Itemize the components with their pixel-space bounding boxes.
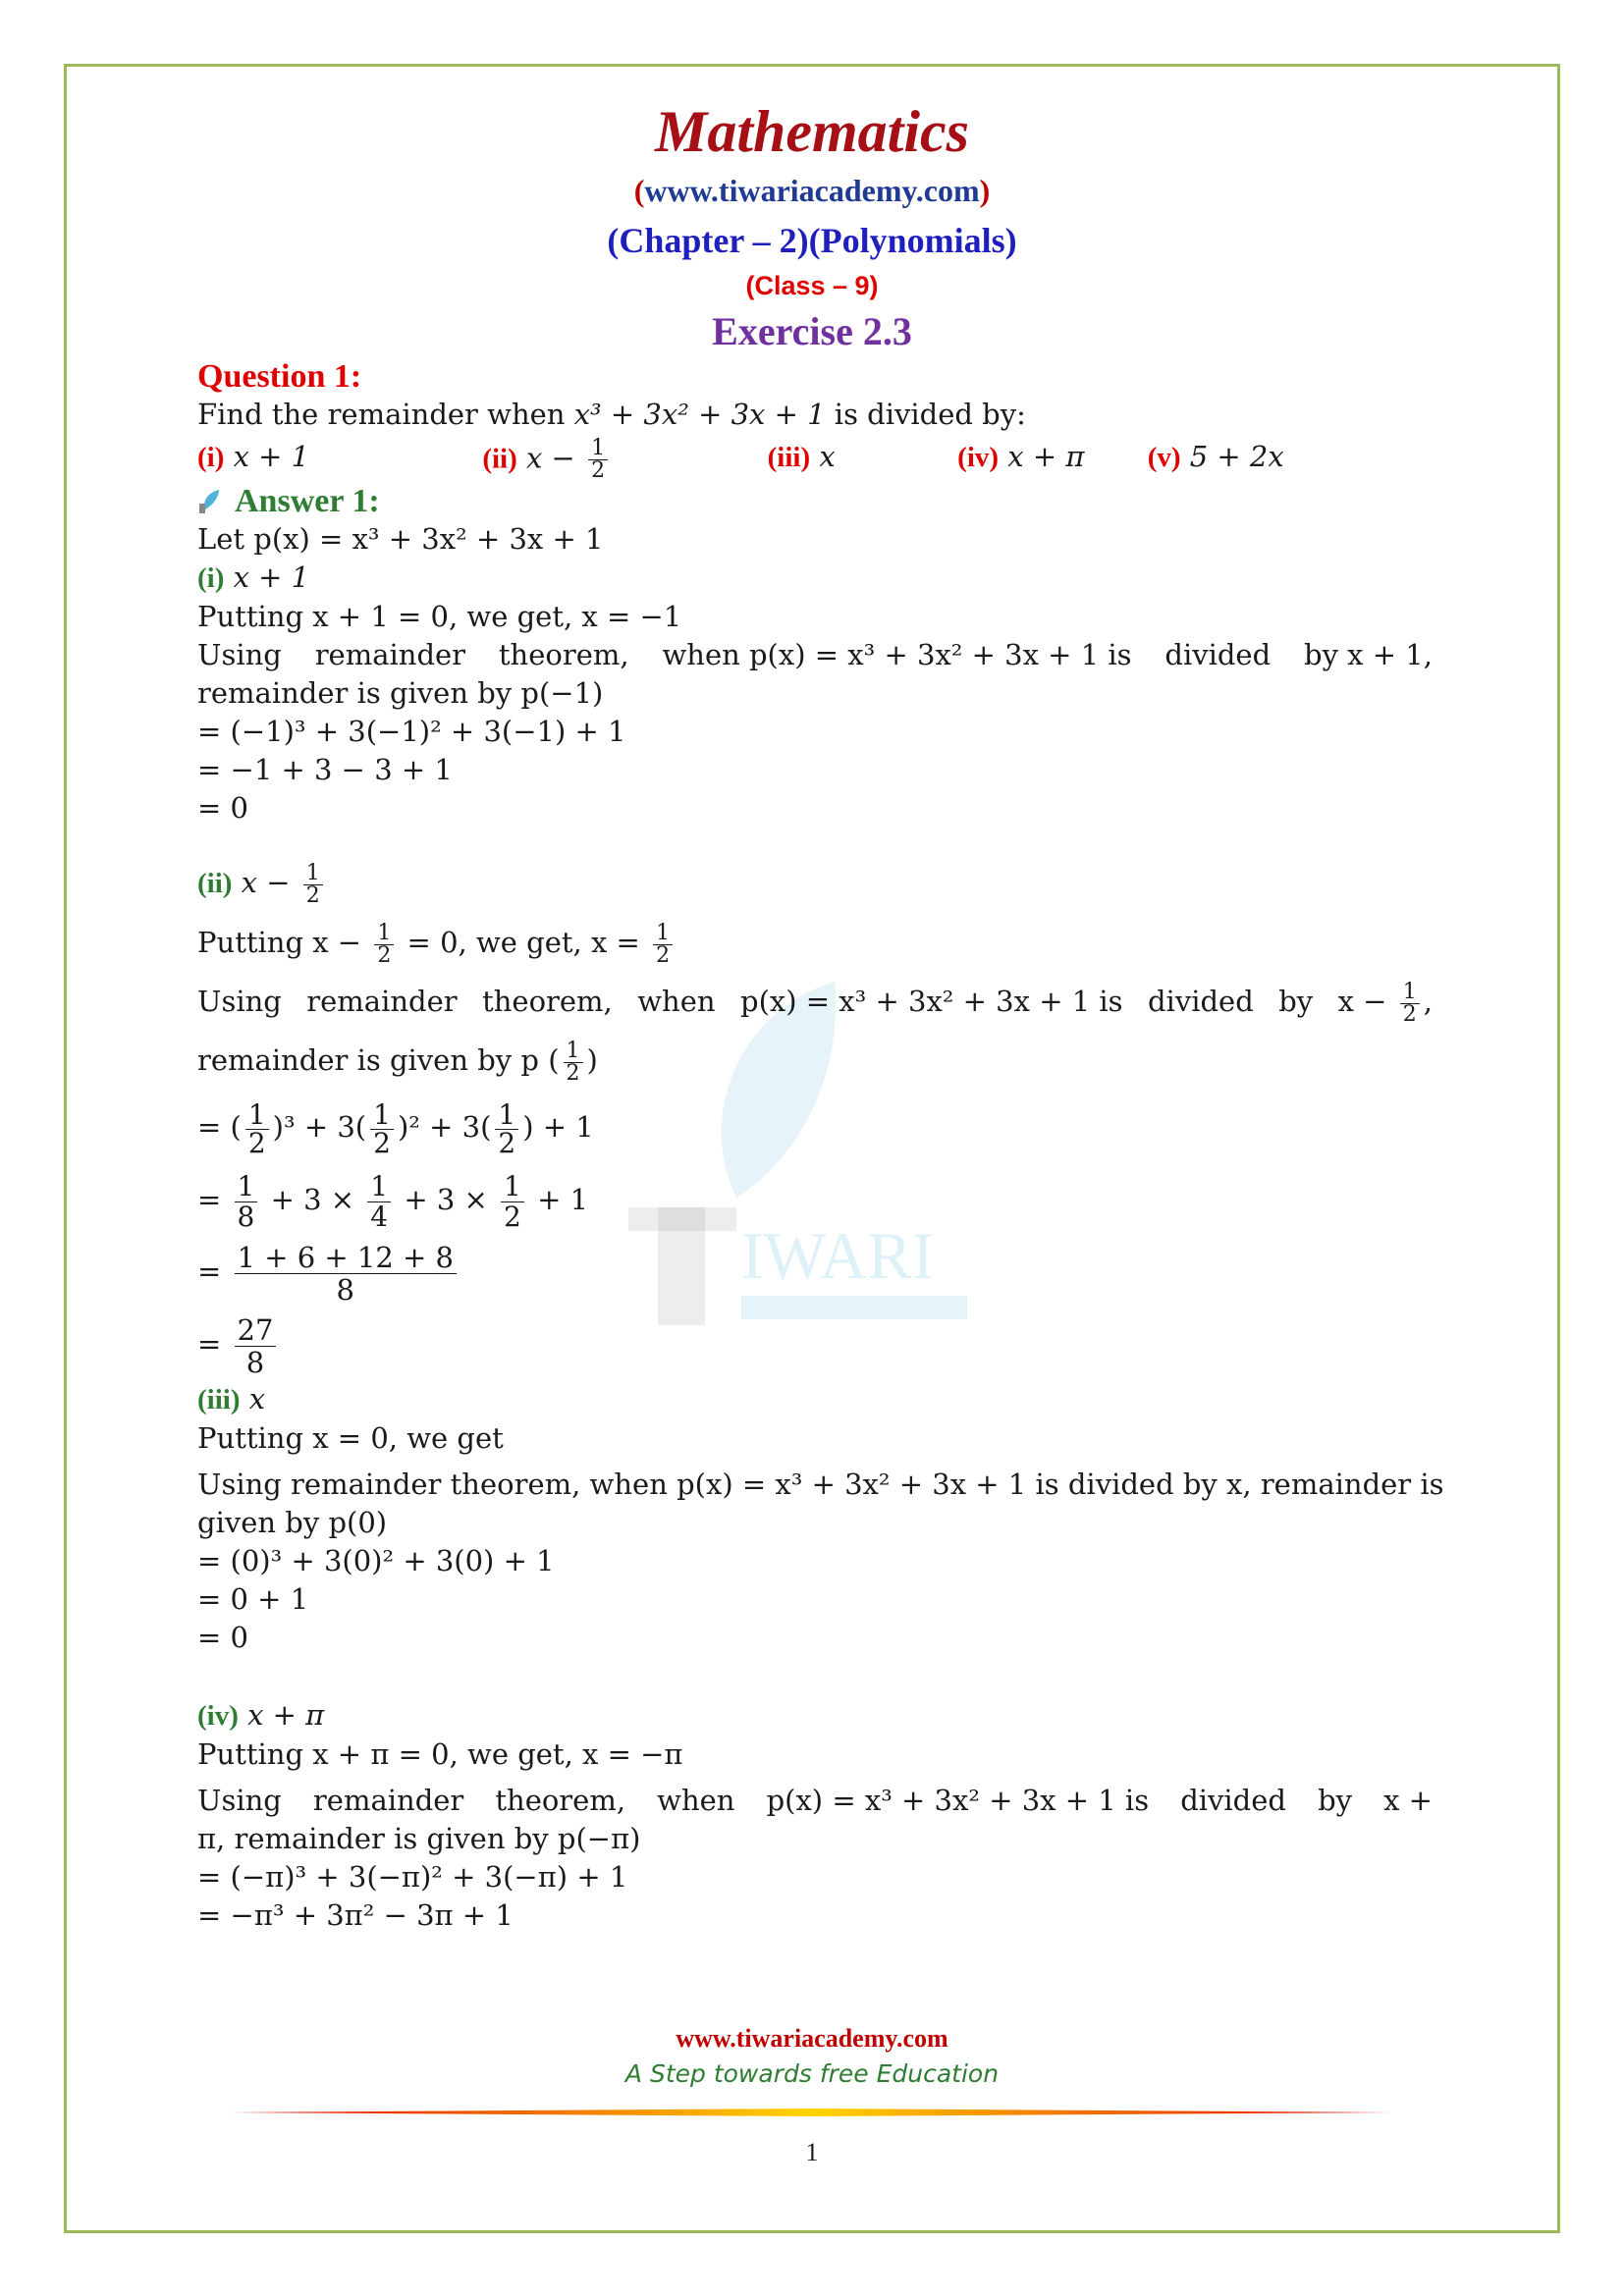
header-url: (www.tiwariacademy.com) — [633, 173, 991, 208]
part-ii-result: = $\frac{27}{8}$ — [197, 1308, 1433, 1380]
part-iii-remainder: given by p(0) — [197, 1506, 388, 1539]
let-definition: Let p(x) = x³ + 3x² + 3x + 1 — [197, 522, 604, 556]
exercise-heading: Exercise 2.3 — [712, 309, 912, 353]
option-v: (v) 5 + 2x — [1147, 440, 1284, 473]
part-ii-heading: (ii) x − $\frac{1}{2}$ — [197, 853, 1433, 913]
page-title: Mathematics — [654, 99, 969, 164]
part-ii-remainder: remainder is given by p ( $\frac{1}{2}$ ) — [197, 1038, 598, 1086]
option-iii: (iii) x — [767, 440, 836, 473]
part-iii-step: = 0 — [197, 1621, 248, 1654]
part-ii-putting: Putting x − $\frac{1}{2}$ = 0, we get, x = $\frac{1}{2}$ — [197, 913, 1433, 972]
main-content — [197, 353, 1444, 1935]
header-url-text: www.tiwariacademy.com — [644, 173, 980, 208]
part-i-remainder: remainder is given by p(−1) — [197, 676, 604, 710]
part-iv-step: = (−π)³ + 3(−π)² + 3(−π) + 1 — [197, 1860, 628, 1894]
footer-tagline: A Step towards free Education — [624, 2059, 1000, 2088]
part-i-step: = (−1)³ + 3(−1)² + 3(−1) + 1 — [197, 715, 626, 748]
part-iii-step: = (0)³ + 3(0)² + 3(0) + 1 — [197, 1544, 555, 1577]
page-number: 1 — [805, 2138, 819, 2166]
option-i: (i) x + 1 — [197, 440, 310, 473]
part-ii-step: = $\frac{1}{8}$ + 3 × $\frac{1}{4}$ + 3 × $\frac{1}{2}$ + 1 — [197, 1169, 589, 1233]
part-iv-remainder: π, remainder is given by p(−π) — [197, 1822, 641, 1855]
part-ii-step: = ( $\frac{1}{2}$ )³ + 3( $\frac{1}{2}$ )² + 3( $\frac{1}{2}$ ) + 1 — [197, 1097, 594, 1159]
question-heading: Question 1: — [197, 358, 362, 395]
part-iv-step: = −π³ + 3π² − 3π + 1 — [197, 1898, 514, 1932]
question-options — [197, 438, 1433, 482]
answer-heading: Answer 1: — [197, 482, 1433, 520]
tiwari-logo-icon — [197, 488, 227, 515]
part-iv-using: Using remainder theorem, when p(x) = x³ + 3x² + 3x + 1 is divided by x + — [197, 1784, 1433, 1817]
part-i-step: = −1 + 3 − 3 + 1 — [197, 753, 453, 786]
part-iv-putting: Putting x + π = 0, we get, x = −π — [197, 1737, 683, 1771]
part-ii-step: = $\frac{1 + 6 + 12 + 8}{8}$ — [197, 1235, 1433, 1308]
part-iii-using: Using remainder theorem, when p(x) = x³ + 3x² + 3x + 1 is divided by x, remainder is — [197, 1468, 1444, 1501]
part-i-using: Using remainder theorem, when p(x) = x³ + 3x² + 3x + 1 is divided by x + 1, — [197, 638, 1433, 671]
part-iii-heading: (iii) x — [197, 1382, 266, 1415]
footer-divider — [229, 2109, 1395, 2116]
option-iv: (iv) x + π — [957, 440, 1085, 473]
part-i-heading: (i) x + 1 — [197, 561, 310, 594]
option-ii: (ii) x − $\frac{1}{2}$ — [482, 438, 767, 482]
part-ii-using: Using remainder theorem, when p(x) = x³ + 3x² + 3x + 1 is divided by x − $\frac{1}{2}$ , — [197, 979, 1433, 1027]
part-iii-step: = 0 + 1 — [197, 1582, 309, 1616]
question-prompt: Find the remainder when x³ + 3x² + 3x + 1 is divided by: — [197, 398, 1026, 431]
svg-text:IWARI: IWARI — [741, 1218, 935, 1293]
footer-url: www.tiwariacademy.com — [676, 2024, 948, 2053]
part-i-step: = 0 — [197, 791, 248, 825]
part-i-putting: Putting x + 1 = 0, we get, x = −1 — [197, 600, 682, 633]
class-label: (Class – 9) — [745, 271, 879, 300]
part-iv-heading: (iv) x + π — [197, 1698, 325, 1732]
chapter-heading: (Chapter – 2)(Polynomials) — [607, 221, 1017, 260]
part-iii-putting: Putting x = 0, we get — [197, 1421, 504, 1455]
